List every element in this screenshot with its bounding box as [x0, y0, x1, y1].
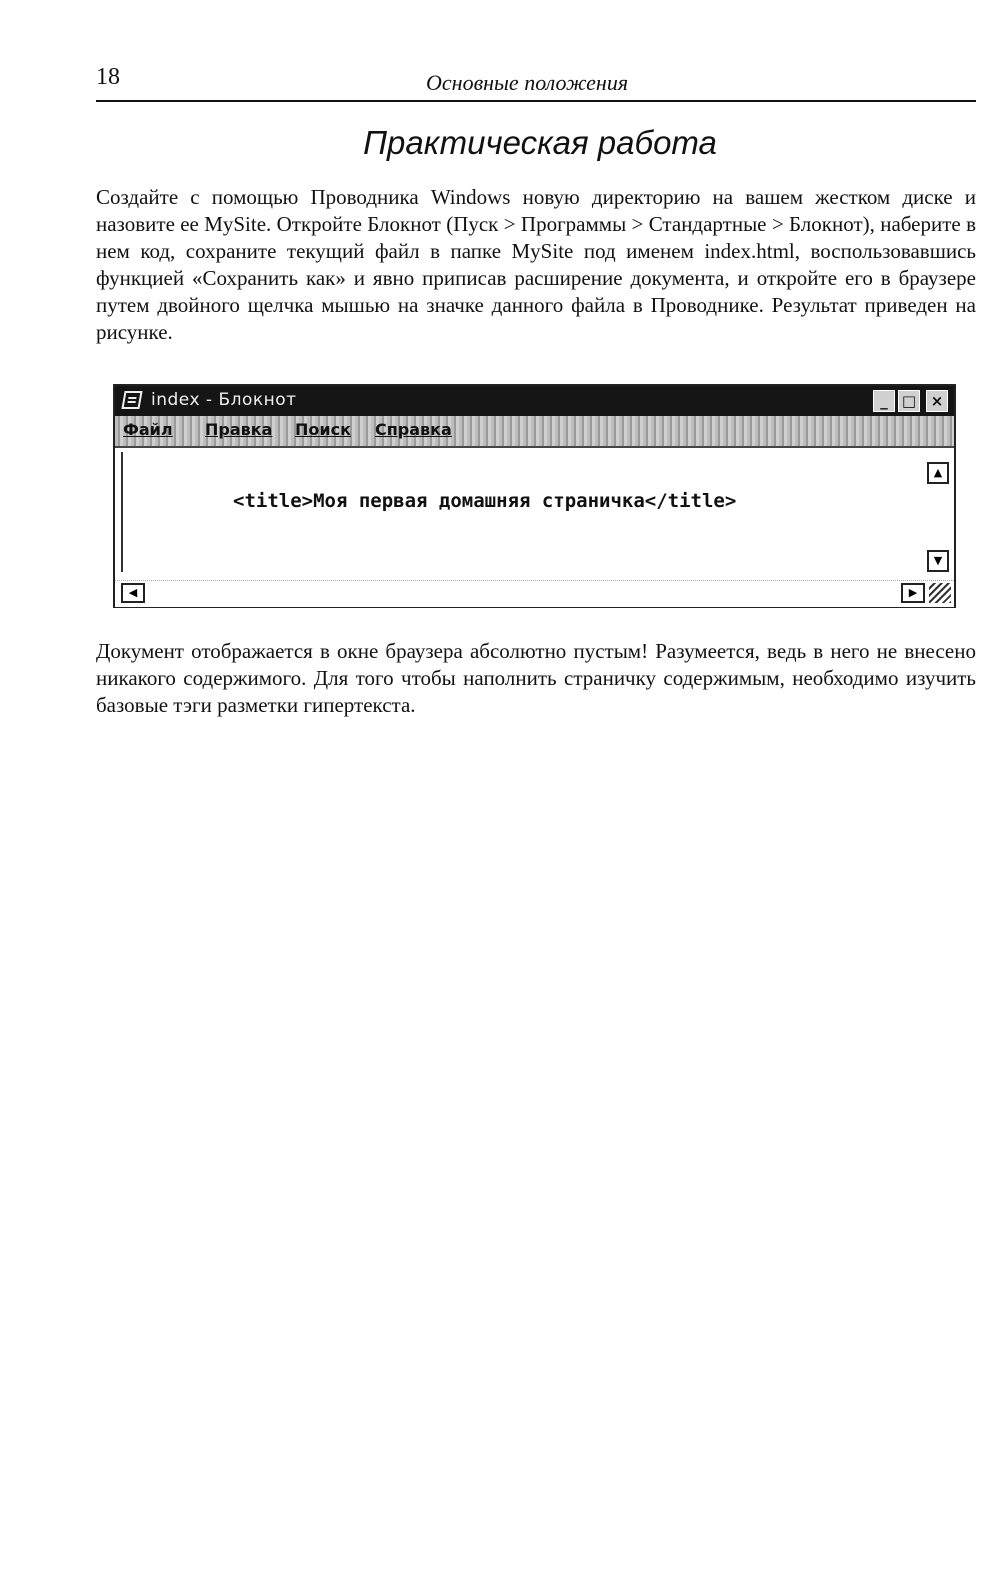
vertical-scrollbar[interactable] — [927, 452, 949, 582]
arrow-down-icon[interactable]: ▼ — [927, 550, 949, 572]
menu-help[interactable]: Справка — [375, 420, 452, 439]
notepad-screenshot-figure — [113, 378, 956, 610]
close-button[interactable]: × — [926, 390, 948, 412]
page-number: 18 — [96, 64, 120, 90]
notepad-icon[interactable] — [121, 391, 142, 409]
horizontal-scrollbar[interactable] — [115, 580, 954, 607]
running-head — [96, 60, 976, 104]
maximize-button[interactable]: □ — [898, 390, 920, 412]
arrow-up-icon[interactable]: ▲ — [927, 462, 949, 484]
minimize-button[interactable]: _ — [873, 390, 895, 412]
arrow-left-icon[interactable]: ◀ — [121, 583, 145, 603]
menu-edit[interactable]: Правка — [205, 420, 273, 439]
title-bar[interactable] — [115, 386, 954, 416]
menu-bar — [115, 416, 954, 448]
code-line: <title>Моя первая домашняя страничка</title> — [233, 490, 737, 512]
menu-search[interactable]: Поиск — [295, 420, 351, 439]
running-title: Основные положения — [426, 70, 629, 95]
menu-file[interactable]: Файл — [123, 420, 173, 439]
conclusion-paragraph: Документ отображается в окне браузера абсолютно пустым! Разумеется, ведь в него не внесено никакого содержимого. Для того чтобы наполнить страничку содержимым, необходимо изучить базовые тэги разметки гипертекста. — [96, 639, 976, 717]
text-edit-area[interactable] — [121, 452, 927, 572]
window-title: index - Блокнот — [151, 390, 297, 410]
intro-paragraph: Создайте с помощью Проводника Windows новую директорию на вашем жестком диске и назовите ее MySite. Откройте Блокнот (Пуск > Программы > Стандартные > Блокнот), наберите в нем код, сохраните текущий файл в папке MySite под именем index.html, воспользовавшись функцией «Сохранить как» и явно приписав расширение документа, и откройте его в браузере путем двойного щелчка мышью на значке данного файла в Проводнике. Результат приведен на рисунке. — [96, 185, 976, 344]
header-rule — [96, 100, 976, 102]
notepad-window — [113, 384, 956, 608]
arrow-right-icon[interactable]: ▶ — [901, 583, 925, 603]
section-title: Практическая работа — [363, 124, 717, 161]
resize-grip-icon[interactable] — [929, 583, 951, 603]
